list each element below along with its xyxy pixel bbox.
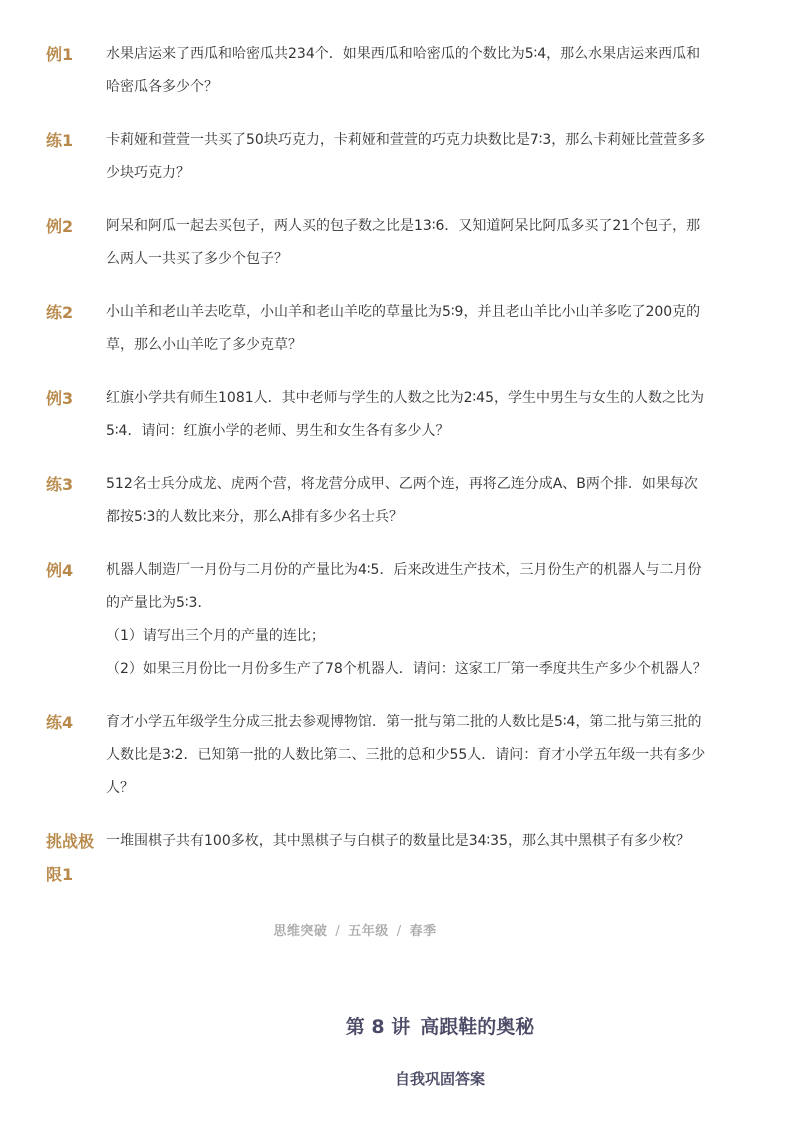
problem-text xyxy=(106,38,726,104)
problem-label: 练3 xyxy=(46,475,74,494)
problem-text xyxy=(106,468,726,534)
problem-pr2 xyxy=(46,296,726,362)
answer-section-title: 自我巩固答案 xyxy=(394,1070,485,1088)
problem-line: 5∶4．请问：红旗小学的老师、男生和女生各有多少人？ xyxy=(106,423,450,439)
problem-line: 人？ xyxy=(106,780,134,796)
problem-text xyxy=(106,124,726,190)
chapter-heading xyxy=(0,1012,800,1039)
problem-ex2 xyxy=(46,210,726,276)
problem-ex1 xyxy=(46,38,726,104)
problem-line: 人数比是3∶2．已知第一批的人数比第二、三批的总和少55人．请问：育才小学五年级一共有多少 xyxy=(106,747,706,763)
problem-line: 少块巧克力？ xyxy=(106,165,190,181)
problem-line: 红旗小学共有师生1081人．其中老师与学生的人数之比为2∶45，学生中男生与女生的人数之比为 xyxy=(106,390,704,406)
problem-line: 都按5∶3的人数比来分，那么A排有多少名士兵？ xyxy=(106,509,404,525)
problem-line: 阿呆和阿瓜一起去买包子，两人买的包子数之比是13∶6．又知道阿呆比阿瓜多买了21个包子，那 xyxy=(106,218,701,234)
problem-label: 例1 xyxy=(46,45,74,64)
sub-question-2: （2）如果三月份比一月份多生产了78个机器人．请问：这家工厂第一季度共生产多少个机器人？ xyxy=(106,661,707,677)
problem-label: 例2 xyxy=(46,217,74,236)
problem-label: 练2 xyxy=(46,303,74,322)
problem-label: 练4 xyxy=(46,713,74,732)
sub-question-1: （1）请写出三个月的产量的连比； xyxy=(106,628,325,644)
problem-line: 一堆围棋子共有100多枚，其中黑棋子与白棋子的数量比是34∶35，那么其中黑棋子有多少枚？ xyxy=(106,833,690,849)
problem-label: 挑战极限1 xyxy=(46,832,95,884)
problem-ex3 xyxy=(46,382,726,448)
problem-line: 512名士兵分成龙、虎两个营，将龙营分成甲、乙两个连，再将乙连分成A、B两个排．如果每次 xyxy=(106,476,698,492)
problem-text xyxy=(106,382,726,448)
problem-pr3 xyxy=(46,468,726,534)
problem-line: 草，那么小山羊吃了多少克草？ xyxy=(106,337,302,353)
breadcrumb-separator: / xyxy=(335,924,341,939)
breadcrumb xyxy=(0,920,710,939)
problem-label: 例3 xyxy=(46,389,74,408)
problem-text xyxy=(106,825,726,858)
problem-line: 卡莉娅和萱萱一共买了50块巧克力，卡莉娅和萱萱的巧克力块数比是7∶3，那么卡莉娅比萱萱多多 xyxy=(106,132,706,148)
chapter-number: 第 8 讲 xyxy=(345,1016,411,1038)
breadcrumb-course: 思维突破 xyxy=(273,924,328,939)
problem-line: 么两人一共买了多少个包子？ xyxy=(106,251,288,267)
problem-pr1 xyxy=(46,124,726,190)
breadcrumb-grade: 五年级 xyxy=(348,924,389,939)
problem-text xyxy=(106,296,726,362)
breadcrumb-separator: / xyxy=(396,924,402,939)
problem-line: 的产量比为5∶3． xyxy=(106,595,212,611)
problem-line: 机器人制造厂一月份与二月份的产量比为4∶5．后来改进生产技术，三月份生产的机器人与二月份 xyxy=(106,562,702,578)
problem-challenge1 xyxy=(46,825,726,884)
chapter-title: 高跟鞋的奥秘 xyxy=(420,1016,535,1038)
problem-pr4 xyxy=(46,706,726,805)
problem-line: 小山羊和老山羊去吃草，小山羊和老山羊吃的草量比为5∶9，并且老山羊比小山羊多吃了200克的 xyxy=(106,304,701,320)
problem-line: 水果店运来了西瓜和哈密瓜共234个．如果西瓜和哈密瓜的个数比为5∶4，那么水果店运来西瓜和 xyxy=(106,46,701,62)
problem-text xyxy=(106,210,726,276)
problem-text xyxy=(106,554,726,686)
problem-ex4 xyxy=(46,554,726,686)
problem-label: 练1 xyxy=(46,131,74,150)
problem-label: 例4 xyxy=(46,561,74,580)
problem-line: 哈密瓜各多少个？ xyxy=(106,79,218,95)
problem-text xyxy=(106,706,726,805)
problem-line: 育才小学五年级学生分成三批去参观博物馆．第一批与第二批的人数比是5∶4，第二批与第三批的 xyxy=(106,714,702,730)
breadcrumb-term: 春季 xyxy=(409,924,437,939)
